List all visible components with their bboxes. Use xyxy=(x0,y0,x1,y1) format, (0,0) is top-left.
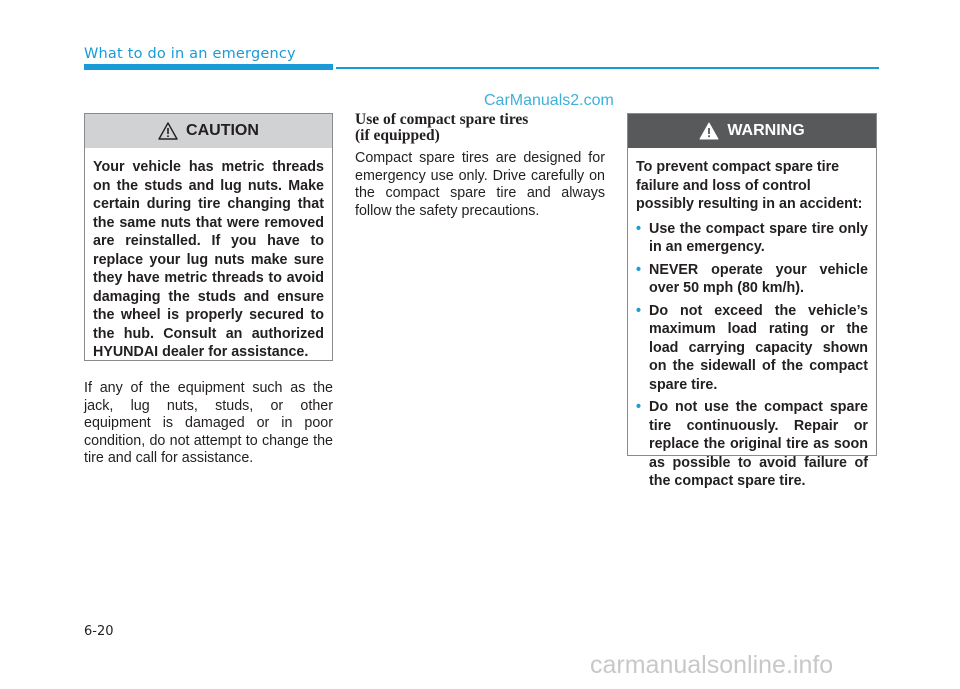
page-number: 6-20 xyxy=(84,624,114,639)
caution-header xyxy=(85,114,332,148)
caution-title: CAUTION xyxy=(186,122,259,139)
bullet-icon: • xyxy=(636,261,642,278)
bullet-icon: • xyxy=(636,399,642,415)
caution-body: Your vehicle has metric threads on the studs and lug nuts. Make certain during tire changing that the same nuts that were removed are reinstalled. If you have to replace your lug nuts make sure they have metric threads to avoid damaging the studs and ensure the wheel is properly secured to the hub. Consult an authorized HYUNDAI dealer for assistance. xyxy=(93,159,324,360)
bullet-icon: • xyxy=(636,220,642,237)
compact-spare-heading-line2: (if equipped) xyxy=(355,127,440,144)
warning-title: WARNING xyxy=(727,122,805,139)
caution-box xyxy=(84,113,333,361)
warning-list-item: • NEVER operate your vehicle over 50 mph (80 km/h). xyxy=(636,261,868,296)
warning-list-item: • Do not use the compact spare tire continuously. Repair or replace the original tire as soon as possible to avoid failure of the compact spare tire. xyxy=(636,399,868,489)
warning-intro: To prevent compact spare tire failure and loss of control possibly resulting in an accident: xyxy=(636,159,863,212)
equipment-paragraph: If any of the equipment such as the jack, lug nuts, studs, or other equipment is damaged or in poor condition, do not attempt to change the tire and call for assistance. xyxy=(84,380,333,466)
section-title: What to do in an emergency xyxy=(84,46,296,62)
header-rule-thin xyxy=(336,67,879,69)
warning-list xyxy=(636,220,868,491)
watermark-top: CarManuals2.com xyxy=(484,92,614,109)
compact-spare-heading-line1: Use of compact spare tires xyxy=(355,111,529,128)
warning-list-item: • Use the compact spare tire only in an emergency. xyxy=(636,220,868,255)
warning-list-item: • Do not exceed the vehicle’s maximum load rating or the load carrying capacity shown on the sidewall of the compact spare tire. xyxy=(636,302,868,393)
warning-box xyxy=(627,113,877,489)
compact-spare-paragraph: Compact spare tires are designed for emergency use only. Drive carefully on the compact spare tire and always follow the safety precautions. xyxy=(355,150,605,219)
warning-header xyxy=(628,114,876,148)
header-rule-thick xyxy=(84,64,333,70)
bullet-icon: • xyxy=(636,302,642,319)
watermark-bottom: carmanualsonline.info xyxy=(590,651,834,679)
warning-triangle-outline-icon xyxy=(158,122,178,140)
compact-spare-heading xyxy=(355,112,605,144)
warning-body xyxy=(628,148,876,505)
warning-triangle-filled-icon xyxy=(699,122,719,140)
